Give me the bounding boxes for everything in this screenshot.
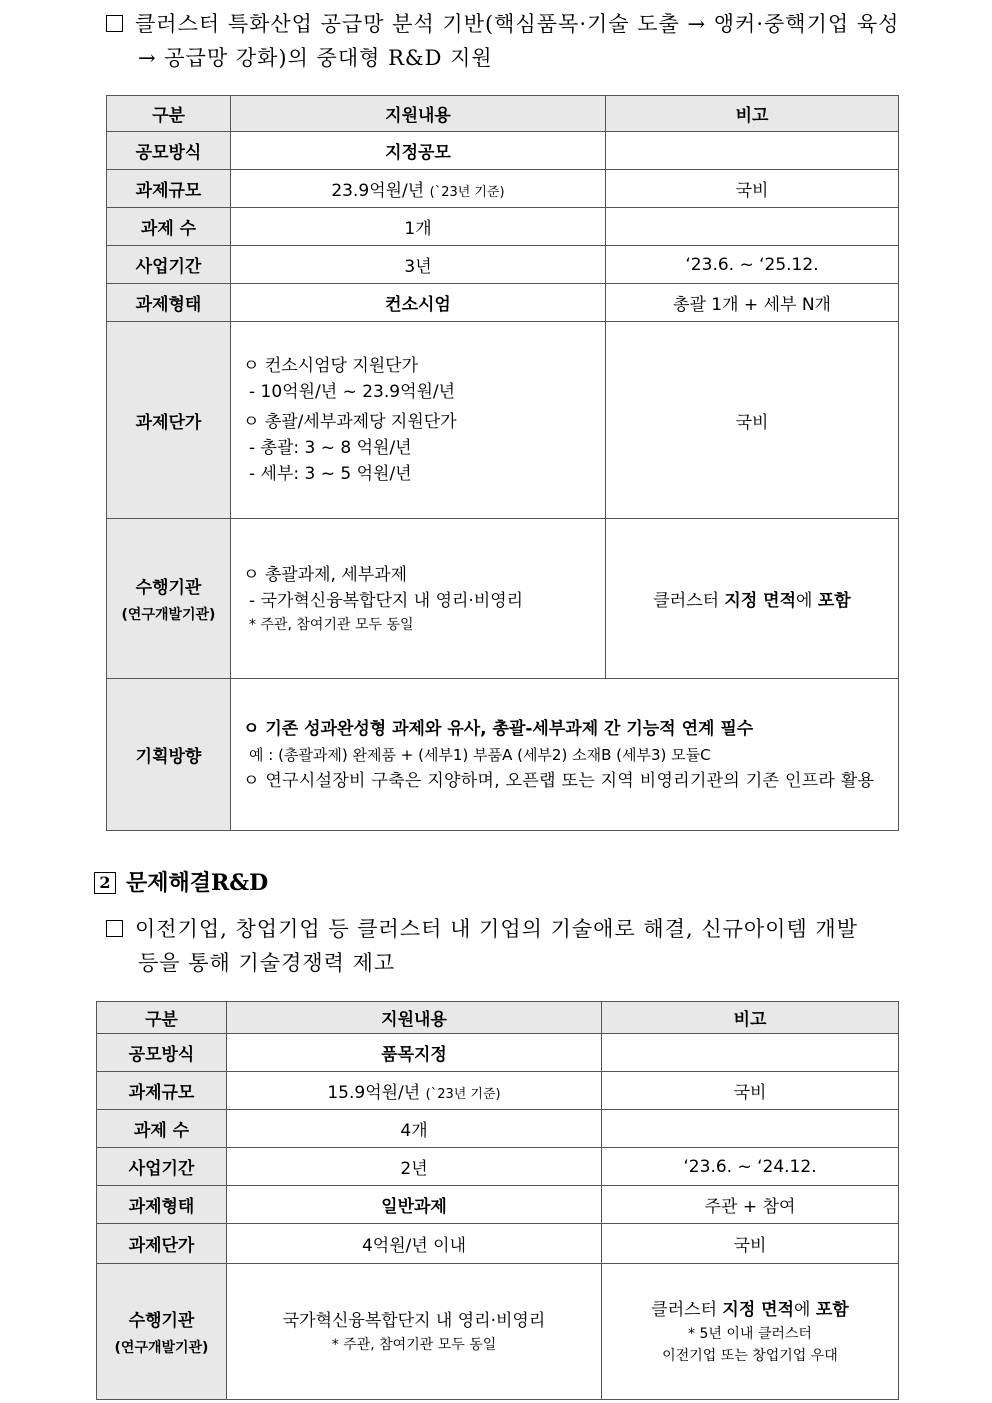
row-content: 4개 <box>227 1110 602 1148</box>
row-note <box>602 1034 899 1072</box>
footnote: * 주관, 참여기관 모두 동일 <box>331 1336 497 1353</box>
row-note: ‘23.6. ~ ‘25.12. <box>606 246 899 284</box>
header-content: 지원내용 <box>227 1002 602 1034</box>
row-note: ‘23.6. ~ ‘24.12. <box>602 1148 899 1186</box>
bullet-item: ㅇ 연구시설장비 구축은 지양하며, 오픈랩 또는 지역 비영리기관의 기존 인프라 활용 <box>243 770 875 791</box>
footnote: * 주관, 참여기관 모두 동일 <box>249 616 414 633</box>
performer-text: 국가혁신융복합단지 내 영리·비영리 <box>282 1310 546 1331</box>
bullet-detail: - 총괄: 3 ~ 8 억원/년 <box>249 438 412 458</box>
header-note: 비고 <box>602 1002 899 1034</box>
row-label: 과제단가 <box>97 1224 227 1264</box>
row-note: 클러스터 지정 면적에 포함 <box>606 519 899 679</box>
row-label: 공모방식 <box>107 132 231 170</box>
table-row <box>107 132 899 170</box>
header-category: 구분 <box>97 1002 227 1034</box>
intro2-line1: 이전기업, 창업기업 등 클러스터 내 기업의 기술애로 해결, 신규아이템 개발 <box>106 913 858 943</box>
checkbox-icon <box>106 15 123 32</box>
row-label: 과제규모 <box>97 1072 227 1110</box>
row-content: 23.9억원/년 (`23년 기준) <box>231 170 606 208</box>
table-header-row <box>107 96 899 132</box>
section-number: 2 <box>94 872 116 894</box>
bullet-item: ㅇ 총괄/세부과제당 지원단가 <box>243 412 457 432</box>
row-content: 15.9억원/년 (`23년 기준) <box>227 1072 602 1110</box>
row-content: 지정공모 <box>231 132 606 170</box>
row-label: 기획방향 <box>107 679 231 831</box>
table-row <box>97 1224 899 1264</box>
row-content: 4억원/년 이내 <box>227 1224 602 1264</box>
row-label: 공모방식 <box>97 1034 227 1072</box>
performer-content <box>231 519 606 679</box>
row-content: 컨소시엄 <box>231 284 606 322</box>
example-text: 예 : (총괄과제) 완제품 + (세부1) 부품A (세부2) 소재B (세부3) 모듈C <box>249 745 711 764</box>
table-row <box>97 1072 899 1110</box>
intro1-line1: 클러스터 특화산업 공급망 분석 기반(핵심품목·기술 도출 → 앵커·중핵기업 육성 <box>106 8 899 38</box>
row-label: 사업기간 <box>97 1148 227 1186</box>
table-row-performer <box>97 1264 899 1400</box>
row-note <box>606 208 899 246</box>
bullet-item: ㅇ 총괄과제, 세부과제 <box>243 564 408 585</box>
table-row <box>97 1034 899 1072</box>
table-row-plan <box>107 679 899 831</box>
table-row <box>107 208 899 246</box>
table-row <box>97 1186 899 1224</box>
row-note <box>602 1110 899 1148</box>
row-note: 총괄 1개 + 세부 N개 <box>606 284 899 322</box>
row-content: 1개 <box>231 208 606 246</box>
row-label: 과제형태 <box>97 1186 227 1224</box>
row-label: 과제 수 <box>107 208 231 246</box>
row-content: 3년 <box>231 246 606 284</box>
bullet-detail: - 10억원/년 ~ 23.9억원/년 <box>249 382 456 402</box>
row-note: 국비 <box>602 1072 899 1110</box>
row-note <box>602 1264 899 1400</box>
table-1 <box>106 95 899 831</box>
row-content: 품목지정 <box>227 1034 602 1072</box>
note-sub: * 5년 이내 클러스터 <box>688 1325 812 1342</box>
header-category: 구분 <box>107 96 231 132</box>
table-row-unit-price <box>107 322 899 519</box>
table-row <box>97 1148 899 1186</box>
table-row <box>97 1110 899 1148</box>
row-note: 국비 <box>602 1224 899 1264</box>
checkbox-icon <box>106 920 123 937</box>
bullet-item: ㅇ 기존 성과완성형 과제와 유사, 총괄-세부과제 간 기능적 연계 필수 <box>243 718 754 739</box>
note-sub: 이전기업 또는 창업기업 우대 <box>662 1347 838 1364</box>
bullet-detail: - 세부: 3 ~ 5 억원/년 <box>249 464 412 484</box>
row-label: 수행기관 (연구개발기관) <box>107 519 231 679</box>
row-content: 2년 <box>227 1148 602 1186</box>
row-label: 과제 수 <box>97 1110 227 1148</box>
table-row <box>107 284 899 322</box>
bullet-item: ㅇ 컨소시엄당 지원단가 <box>243 356 419 376</box>
unit-price-content <box>231 322 606 519</box>
row-label: 과제단가 <box>107 322 231 519</box>
performer-content <box>227 1264 602 1400</box>
row-content: 일반과제 <box>227 1186 602 1224</box>
section-2-heading: 2 문제해결R&D <box>94 866 268 897</box>
row-note <box>606 132 899 170</box>
intro2-line2: 등을 통해 기술경쟁력 제고 <box>138 951 396 975</box>
intro1-line2: → 공급망 강화)의 중대형 R&D 지원 <box>138 46 493 70</box>
row-label: 과제형태 <box>107 284 231 322</box>
row-note: 주관 + 참여 <box>602 1186 899 1224</box>
header-content: 지원내용 <box>231 96 606 132</box>
table-row <box>107 246 899 284</box>
row-note: 국비 <box>606 322 899 519</box>
header-note: 비고 <box>606 96 899 132</box>
bullet-detail: - 국가혁신융복합단지 내 영리·비영리 <box>249 590 524 611</box>
row-label: 사업기간 <box>107 246 231 284</box>
row-label: 수행기관 (연구개발기관) <box>97 1264 227 1400</box>
table-2 <box>96 1001 899 1400</box>
table-header-row <box>97 1002 899 1034</box>
note-main: 클러스터 지정 면적에 포함 <box>651 1299 849 1320</box>
table-row <box>107 170 899 208</box>
row-note: 국비 <box>606 170 899 208</box>
plan-content <box>231 679 899 831</box>
row-label: 과제규모 <box>107 170 231 208</box>
table-row-performer <box>107 519 899 679</box>
